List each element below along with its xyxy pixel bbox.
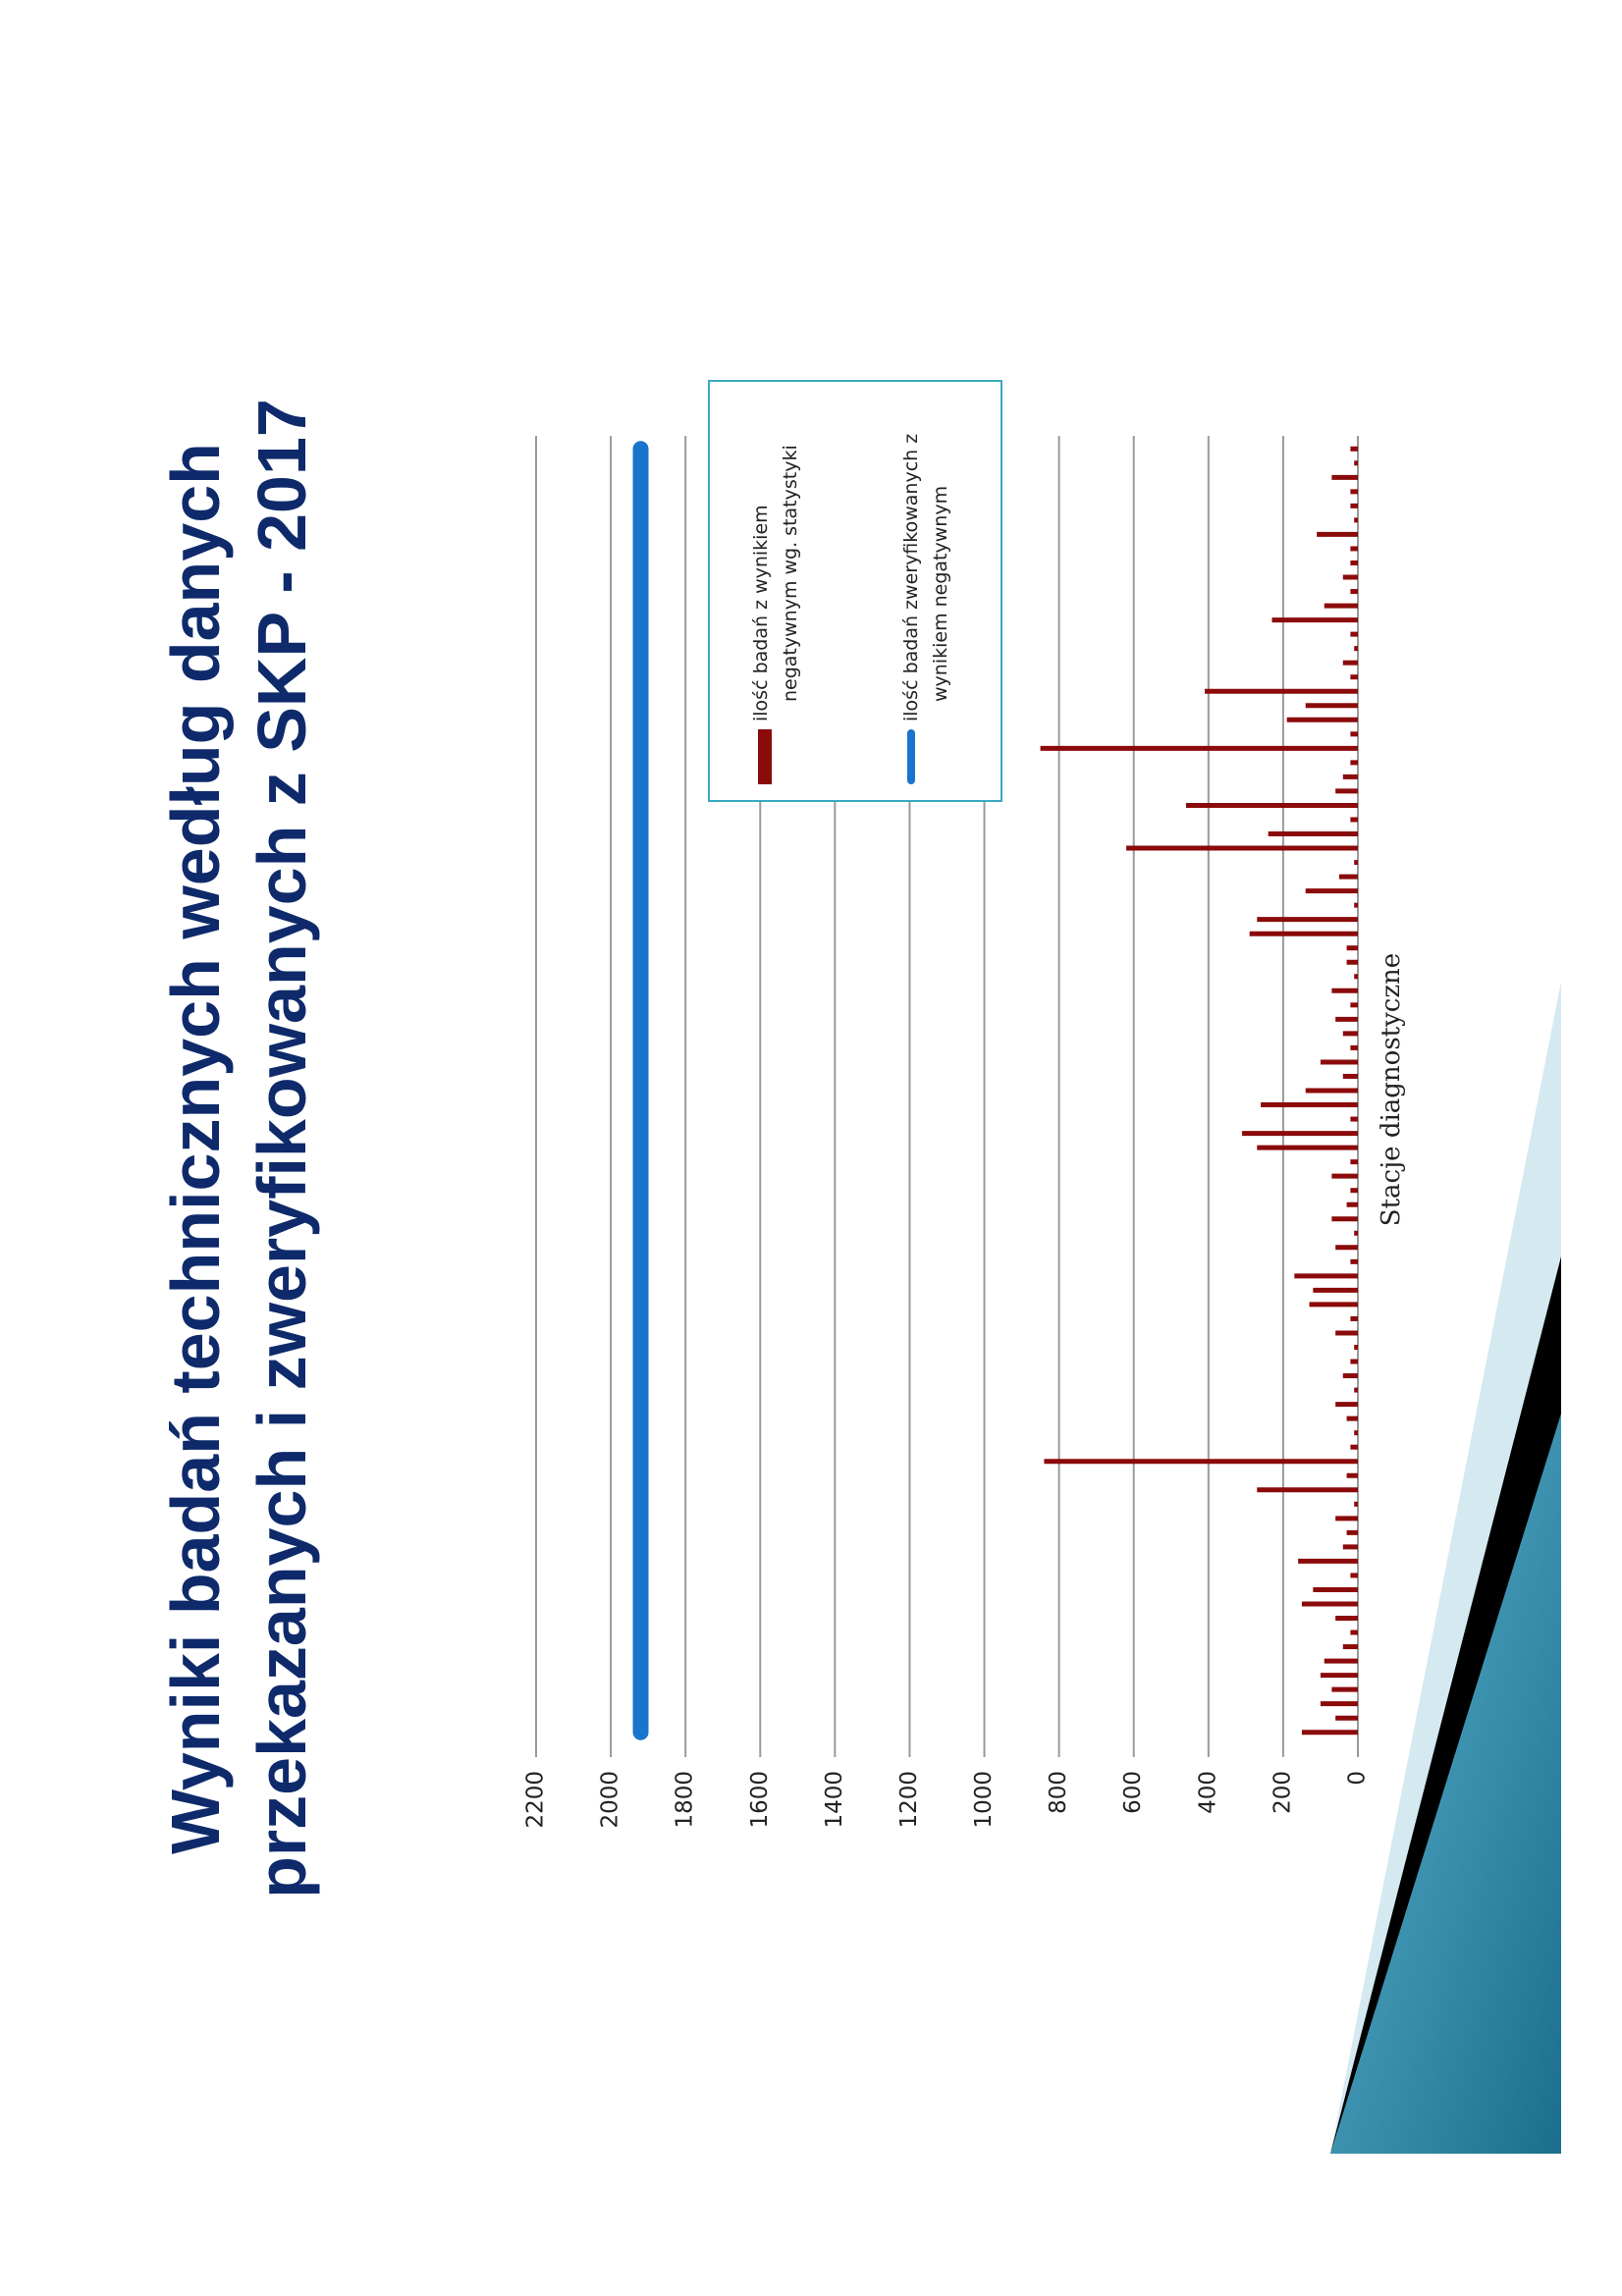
y-tick-label: 0	[1344, 1771, 1371, 1786]
y-tick-label: 600	[1120, 1771, 1147, 1814]
y-tick-label: 2200	[522, 1771, 549, 1829]
y-axis-ticks	[523, 1771, 1371, 1829]
legend-line: wynikiem negatywnym	[930, 485, 951, 702]
y-tick-label: 1200	[895, 1771, 922, 1829]
title-line-1: Wyniki badań technicznych według danych	[157, 443, 234, 1854]
legend-swatch-blue	[907, 729, 915, 784]
y-tick-label: 800	[1046, 1771, 1072, 1814]
red-bars	[1041, 449, 1358, 1732]
decorative-triangles	[1330, 982, 1561, 2154]
y-tick-label: 400	[1195, 1771, 1221, 1814]
y-tick-label: 1000	[971, 1771, 998, 1829]
y-tick-label: 1800	[672, 1771, 698, 1829]
legend	[709, 381, 1001, 801]
y-tick-label: 200	[1270, 1771, 1296, 1814]
y-tick-label: 2000	[597, 1771, 623, 1829]
legend-line: ilość badań zweryfikowanych z	[900, 433, 922, 721]
legend-line: ilość badań z wynikiem	[750, 505, 772, 721]
x-axis-title: Stacje diagnostyczne	[1377, 952, 1406, 1227]
y-tick-label: 1400	[821, 1771, 847, 1829]
y-tick-label: 1600	[746, 1771, 773, 1829]
legend-swatch-red	[758, 729, 772, 784]
title-line-2: przekazanych i zweryfikowanych z SKP - 2017	[243, 399, 320, 1898]
legend-line: negatywnym wg. statystyki	[780, 445, 801, 702]
